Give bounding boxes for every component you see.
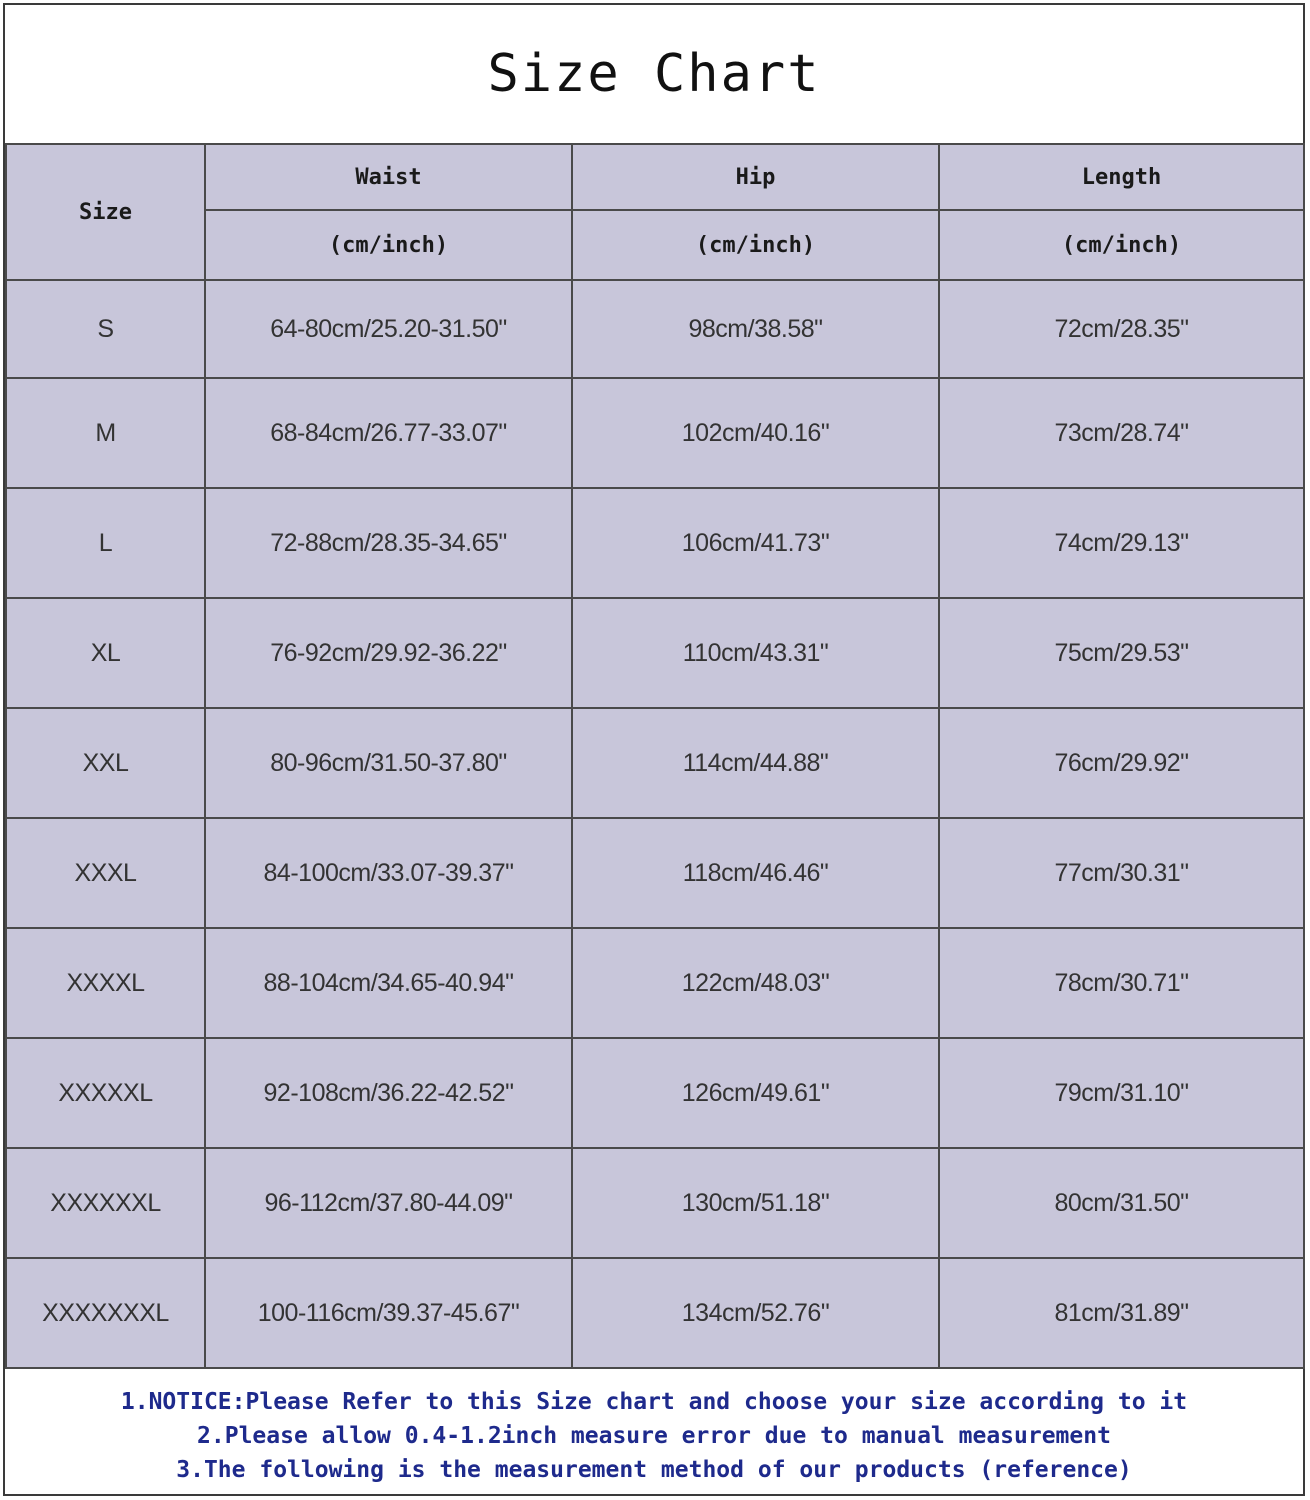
waist-cell: 76-92cm/29.92-36.22" bbox=[205, 598, 572, 708]
length-cell: 77cm/30.31" bbox=[939, 818, 1304, 928]
page-title: Size Chart bbox=[487, 44, 821, 104]
header-waist: Waist bbox=[205, 144, 572, 210]
table-row bbox=[6, 1038, 1304, 1148]
header-hip: Hip bbox=[572, 144, 939, 210]
table-row bbox=[6, 818, 1304, 928]
waist-cell: 84-100cm/33.07-39.37" bbox=[205, 818, 572, 928]
size-cell: S bbox=[6, 280, 205, 378]
note-line: 1.NOTICE:Please Refer to this Size chart and choose your size according to it bbox=[120, 1389, 1188, 1415]
header-length: Length bbox=[939, 144, 1304, 210]
waist-cell: 92-108cm/36.22-42.52" bbox=[205, 1038, 572, 1148]
waist-cell: 80-96cm/31.50-37.80" bbox=[205, 708, 572, 818]
size-cell: XXXL bbox=[6, 818, 205, 928]
size-cell: XL bbox=[6, 598, 205, 708]
hip-cell: 126cm/49.61" bbox=[572, 1038, 939, 1148]
size-cell: XXXXXXL bbox=[6, 1148, 205, 1258]
size-cell: XXXXXXXL bbox=[6, 1258, 205, 1368]
size-cell: XXL bbox=[6, 708, 205, 818]
waist-cell: 72-88cm/28.35-34.65" bbox=[205, 488, 572, 598]
waist-cell: 96-112cm/37.80-44.09" bbox=[205, 1148, 572, 1258]
notes-section bbox=[5, 1385, 1303, 1487]
size-cell: XXXXXL bbox=[6, 1038, 205, 1148]
size-cell: XXXXL bbox=[6, 928, 205, 1038]
table-row bbox=[6, 928, 1304, 1038]
note-line: 3.The following is the measurement method of our products (reference) bbox=[176, 1457, 1132, 1483]
hip-cell: 110cm/43.31" bbox=[572, 598, 939, 708]
table-row bbox=[6, 488, 1304, 598]
hip-cell: 130cm/51.18" bbox=[572, 1148, 939, 1258]
hip-cell: 134cm/52.76" bbox=[572, 1258, 939, 1368]
size-chart-frame bbox=[3, 3, 1305, 1496]
length-cell: 81cm/31.89" bbox=[939, 1258, 1304, 1368]
header-row bbox=[6, 144, 1304, 210]
table-row bbox=[6, 378, 1304, 488]
length-cell: 76cm/29.92" bbox=[939, 708, 1304, 818]
waist-cell: 88-104cm/34.65-40.94" bbox=[205, 928, 572, 1038]
length-cell: 72cm/28.35" bbox=[939, 280, 1304, 378]
table-row bbox=[6, 280, 1304, 378]
table-row bbox=[6, 598, 1304, 708]
header-size: Size bbox=[6, 144, 205, 280]
waist-cell: 64-80cm/25.20-31.50" bbox=[205, 280, 572, 378]
table-row bbox=[6, 1148, 1304, 1258]
header-waist-unit: (cm/inch) bbox=[205, 210, 572, 280]
hip-cell: 122cm/48.03" bbox=[572, 928, 939, 1038]
note-line: 2.Please allow 0.4-1.2inch measure error due to manual measurement bbox=[197, 1423, 1111, 1449]
size-cell: L bbox=[6, 488, 205, 598]
length-cell: 75cm/29.53" bbox=[939, 598, 1304, 708]
hip-cell: 98cm/38.58" bbox=[572, 280, 939, 378]
header-hip-unit: (cm/inch) bbox=[572, 210, 939, 280]
size-cell: M bbox=[6, 378, 205, 488]
waist-cell: 100-116cm/39.37-45.67" bbox=[205, 1258, 572, 1368]
table-row bbox=[6, 1258, 1304, 1368]
hip-cell: 114cm/44.88" bbox=[572, 708, 939, 818]
length-cell: 79cm/31.10" bbox=[939, 1038, 1304, 1148]
size-table bbox=[5, 143, 1305, 1369]
length-cell: 80cm/31.50" bbox=[939, 1148, 1304, 1258]
length-cell: 74cm/29.13" bbox=[939, 488, 1304, 598]
length-cell: 78cm/30.71" bbox=[939, 928, 1304, 1038]
waist-cell: 68-84cm/26.77-33.07" bbox=[205, 378, 572, 488]
table-row bbox=[6, 708, 1304, 818]
header-length-unit: (cm/inch) bbox=[939, 210, 1304, 280]
length-cell: 73cm/28.74" bbox=[939, 378, 1304, 488]
hip-cell: 102cm/40.16" bbox=[572, 378, 939, 488]
hip-cell: 118cm/46.46" bbox=[572, 818, 939, 928]
hip-cell: 106cm/41.73" bbox=[572, 488, 939, 598]
